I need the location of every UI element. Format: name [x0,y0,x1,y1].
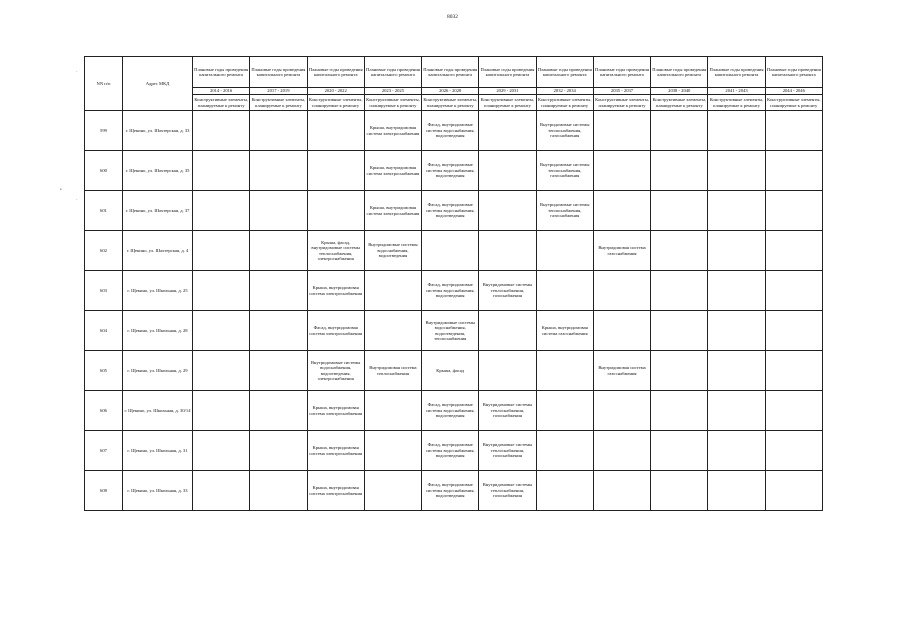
header-period-title: Плановые годы проведения капитального ремонта [422,57,479,88]
row-period-cell: Внутридомовые системы водоснабжения, водоотведения, электроснабжения [307,351,364,391]
row-number: 604 [85,311,123,351]
table-row [85,111,823,151]
row-period-cell [536,231,593,271]
row-period-cell: Внутридомовая система газоснабжения [593,351,650,391]
header-period-title: Плановые годы проведения капитального ремонта [250,57,307,88]
row-period-cell [765,431,822,471]
row-period-cell [593,311,650,351]
header-period-title: Плановые годы проведения капитального ремонта [593,57,650,88]
row-period-cell [536,391,593,431]
header-period-title: Плановые годы проведения капитального ремонта [364,57,421,88]
row-period-cell [364,471,421,511]
header-period-years: 2038 - 2040 [651,88,708,95]
row-period-cell [422,231,479,271]
row-period-cell: Внутридомовая система газоснабжения [593,231,650,271]
header-period-title: Плановые годы проведения капитального ремонта [193,57,250,88]
header-elements-title: Конструктивные элементы, планируемые к ремонту [193,95,250,111]
row-period-cell [765,311,822,351]
header-period-title: Плановые годы проведения капитального ремонта [651,57,708,88]
row-period-cell [651,311,708,351]
row-period-cell: Фасад, внутридомовые системы водоснабжения, водоотведения [422,391,479,431]
row-period-cell [307,191,364,231]
header-address: Адрес МКД [123,57,193,111]
row-period-cell [765,471,822,511]
header-period-years: 2032 - 2034 [536,88,593,95]
row-period-cell: Внутридомовые системы теплоснабжения, газоснабжения [479,431,536,471]
repair-schedule-table [84,56,823,511]
row-period-cell [250,431,307,471]
row-period-cell [479,111,536,151]
header-period-title: Плановые годы проведения капитального ремонта [765,57,822,88]
row-period-cell [651,271,708,311]
row-address: г. Щекино, ул. Школьная, д. 25 [123,271,193,311]
row-period-cell [708,231,765,271]
row-period-cell [593,471,650,511]
row-period-cell [765,111,822,151]
row-period-cell [708,431,765,471]
row-period-cell: Внутридомовые системы теплоснабжения, газоснабжения [479,271,536,311]
row-address: г. Щекино, ул. Школьная, д. 31 [123,431,193,471]
row-period-cell [307,111,364,151]
header-period-years: 2014 - 2016 [193,88,250,95]
row-period-cell: Внутридомовые системы водоснабжения, водоотведения, теплоснабжения [422,311,479,351]
margin-mark: · [76,70,78,75]
row-period-cell [651,191,708,231]
header-elements-title: Конструктивные элементы, планируемые к ремонту [479,95,536,111]
table-body [85,111,823,511]
row-period-cell [193,471,250,511]
row-number: 605 [85,351,123,391]
row-number: 602 [85,231,123,271]
row-address: г. Щекино, ул. Школьная, д. 30/14 [123,391,193,431]
header-period-years: 2017 - 2019 [250,88,307,95]
row-period-cell [193,311,250,351]
row-address: г. Щекино, ул. Школьная, д. 28 [123,311,193,351]
row-period-cell: Фасад, внутридомовые системы водоснабжения, водоотведения [422,431,479,471]
table-header [85,57,823,111]
header-period-title: Плановые годы проведения капитального ремонта [479,57,536,88]
row-period-cell: Внутридомовые системы теплоснабжения, газоснабжения [536,151,593,191]
table-row [85,311,823,351]
header-elements-title: Конструктивные элементы, планируемые к ремонту [536,95,593,111]
row-period-cell: Внутридомовые системы теплоснабжения, газоснабжения [479,471,536,511]
row-period-cell [593,271,650,311]
row-period-cell: Внутридомовые системы теплоснабжения, газоснабжения [536,111,593,151]
row-period-cell [193,191,250,231]
row-period-cell [536,351,593,391]
row-period-cell [536,471,593,511]
header-elements-title: Конструктивные элементы, планируемые к ремонту [593,95,650,111]
row-period-cell [593,191,650,231]
row-number: 601 [85,191,123,231]
row-period-cell [708,271,765,311]
row-period-cell [651,231,708,271]
row-address: г. Щекино, ул. Шахтерская, д. 35 [123,151,193,191]
row-period-cell: Крыша, внутридомовая система электроснабжения [364,151,421,191]
row-period-cell [364,431,421,471]
row-period-cell [536,271,593,311]
row-address: г. Щекино, ул. Шахтерская, д. 4 [123,231,193,271]
row-period-cell [364,311,421,351]
row-period-cell: Крыша, фасад [422,351,479,391]
margin-mark: • [60,188,62,193]
row-period-cell: Крыша, внутридомовая система электроснабжения [307,431,364,471]
row-period-cell [479,351,536,391]
table-row [85,351,823,391]
row-period-cell: Внутридомовая система теплоснабжения [364,351,421,391]
row-period-cell [536,431,593,471]
row-number: 607 [85,431,123,471]
row-period-cell [307,151,364,191]
row-period-cell: Фасад, внутридомовые системы водоснабжения, водоотведения [422,271,479,311]
row-period-cell [250,471,307,511]
table-row [85,151,823,191]
row-period-cell [765,351,822,391]
row-period-cell: Внутридомовые системы водоснабжения, водоотведения [364,231,421,271]
header-elements-title: Конструктивные элементы, планируемые к ремонту [765,95,822,111]
row-period-cell [364,271,421,311]
row-period-cell [250,151,307,191]
header-period-title: Плановые годы проведения капитального ремонта [536,57,593,88]
header-elements-title: Конструктивные элементы, планируемые к ремонту [651,95,708,111]
row-period-cell: Фасад, внутридомовая система электроснабжения [307,311,364,351]
row-period-cell: Фасад, внутридомовые системы водоснабжения, водоотведения [422,111,479,151]
header-elements-title: Конструктивные элементы, планируемые к ремонту [708,95,765,111]
row-period-cell [708,111,765,151]
row-period-cell [765,151,822,191]
row-number: 600 [85,151,123,191]
row-address: г. Щекино, ул. Шахтерская, д. 33 [123,111,193,151]
row-period-cell: Фасад, внутридомовые системы водоснабжения, водоотведения [422,471,479,511]
table-row [85,431,823,471]
row-period-cell [193,351,250,391]
row-number: 599 [85,111,123,151]
repair-schedule-sheet [84,56,822,511]
table-row [85,391,823,431]
row-address: г. Щекино, ул. Шахтерская, д. 37 [123,191,193,231]
row-period-cell [250,271,307,311]
row-period-cell [708,351,765,391]
row-period-cell [193,271,250,311]
row-period-cell: Крыша, внутридомовая система газоснабжения [536,311,593,351]
header-period-years: 2026 - 2028 [422,88,479,95]
page-number: 8032 [447,14,458,20]
row-period-cell: Внутридомовые системы теплоснабжения, газоснабжения [536,191,593,231]
row-period-cell [193,111,250,151]
header-period-title: Плановые годы проведения капитального ремонта [708,57,765,88]
row-period-cell [651,471,708,511]
row-period-cell: Внутридомовые системы теплоснабжения, газоснабжения [479,391,536,431]
header-number: NN п/п [85,57,123,111]
row-period-cell [250,231,307,271]
table-row [85,271,823,311]
row-address: г. Щекино, ул. Школьная, д. 29 [123,351,193,391]
row-period-cell: Крыша, внутридомовая система электроснабжения [364,111,421,151]
header-elements-title: Конструктивные элементы, планируемые к ремонту [250,95,307,111]
row-period-cell [765,231,822,271]
row-period-cell [708,191,765,231]
header-period-years: 2029 - 2031 [479,88,536,95]
header-elements-title: Конструктивные элементы, планируемые к ремонту [422,95,479,111]
header-period-years: 2020 - 2022 [307,88,364,95]
row-period-cell [593,151,650,191]
row-period-cell [479,231,536,271]
row-period-cell [479,311,536,351]
row-number: 606 [85,391,123,431]
header-period-years: 2044 - 2046 [765,88,822,95]
row-period-cell [593,111,650,151]
row-period-cell [250,111,307,151]
table-row [85,471,823,511]
row-period-cell: Крыша, внутридомовая система электроснабжения [307,471,364,511]
row-period-cell [651,351,708,391]
row-period-cell [250,311,307,351]
row-period-cell [250,391,307,431]
table-row [85,231,823,271]
row-period-cell [479,151,536,191]
row-period-cell [651,431,708,471]
header-period-title: Плановые годы проведения капитального ремонта [307,57,364,88]
row-period-cell [708,471,765,511]
row-period-cell [651,111,708,151]
row-period-cell [193,391,250,431]
row-period-cell [651,391,708,431]
row-period-cell [593,391,650,431]
table-row [85,191,823,231]
row-period-cell [364,391,421,431]
header-elements-title: Конструктивные элементы, планируемые к ремонту [307,95,364,111]
row-period-cell [593,431,650,471]
row-period-cell: Крыша, внутридомовая система электроснабжения [307,391,364,431]
row-period-cell: Фасад, внутридомовые системы водоснабжения, водоотведения [422,151,479,191]
row-period-cell [765,391,822,431]
row-period-cell [765,191,822,231]
row-period-cell [250,191,307,231]
row-number: 608 [85,471,123,511]
row-period-cell [193,431,250,471]
row-period-cell: Крыша, внутридомовая система электроснабжения [364,191,421,231]
header-elements-title: Конструктивные элементы, планируемые к ремонту [364,95,421,111]
row-period-cell [708,311,765,351]
header-period-years: 2041 - 2043 [708,88,765,95]
row-period-cell: Крыша, фасад, внутридомовые системы теплоснабжения, электроснабжения [307,231,364,271]
row-period-cell [765,271,822,311]
row-period-cell [651,151,708,191]
row-address: г. Щекино, ул. Школьная, д. 33 [123,471,193,511]
margin-mark: · [76,198,78,203]
row-period-cell [479,191,536,231]
row-period-cell [708,151,765,191]
row-period-cell [193,231,250,271]
row-period-cell: Крыша, внутридомовая система электроснабжения [307,271,364,311]
row-period-cell: Фасад, внутридомовые системы водоснабжения, водоотведения [422,191,479,231]
row-number: 603 [85,271,123,311]
row-period-cell [708,391,765,431]
header-period-years: 2023 - 2025 [364,88,421,95]
header-period-years: 2035 - 2037 [593,88,650,95]
row-period-cell [250,351,307,391]
row-period-cell [193,151,250,191]
